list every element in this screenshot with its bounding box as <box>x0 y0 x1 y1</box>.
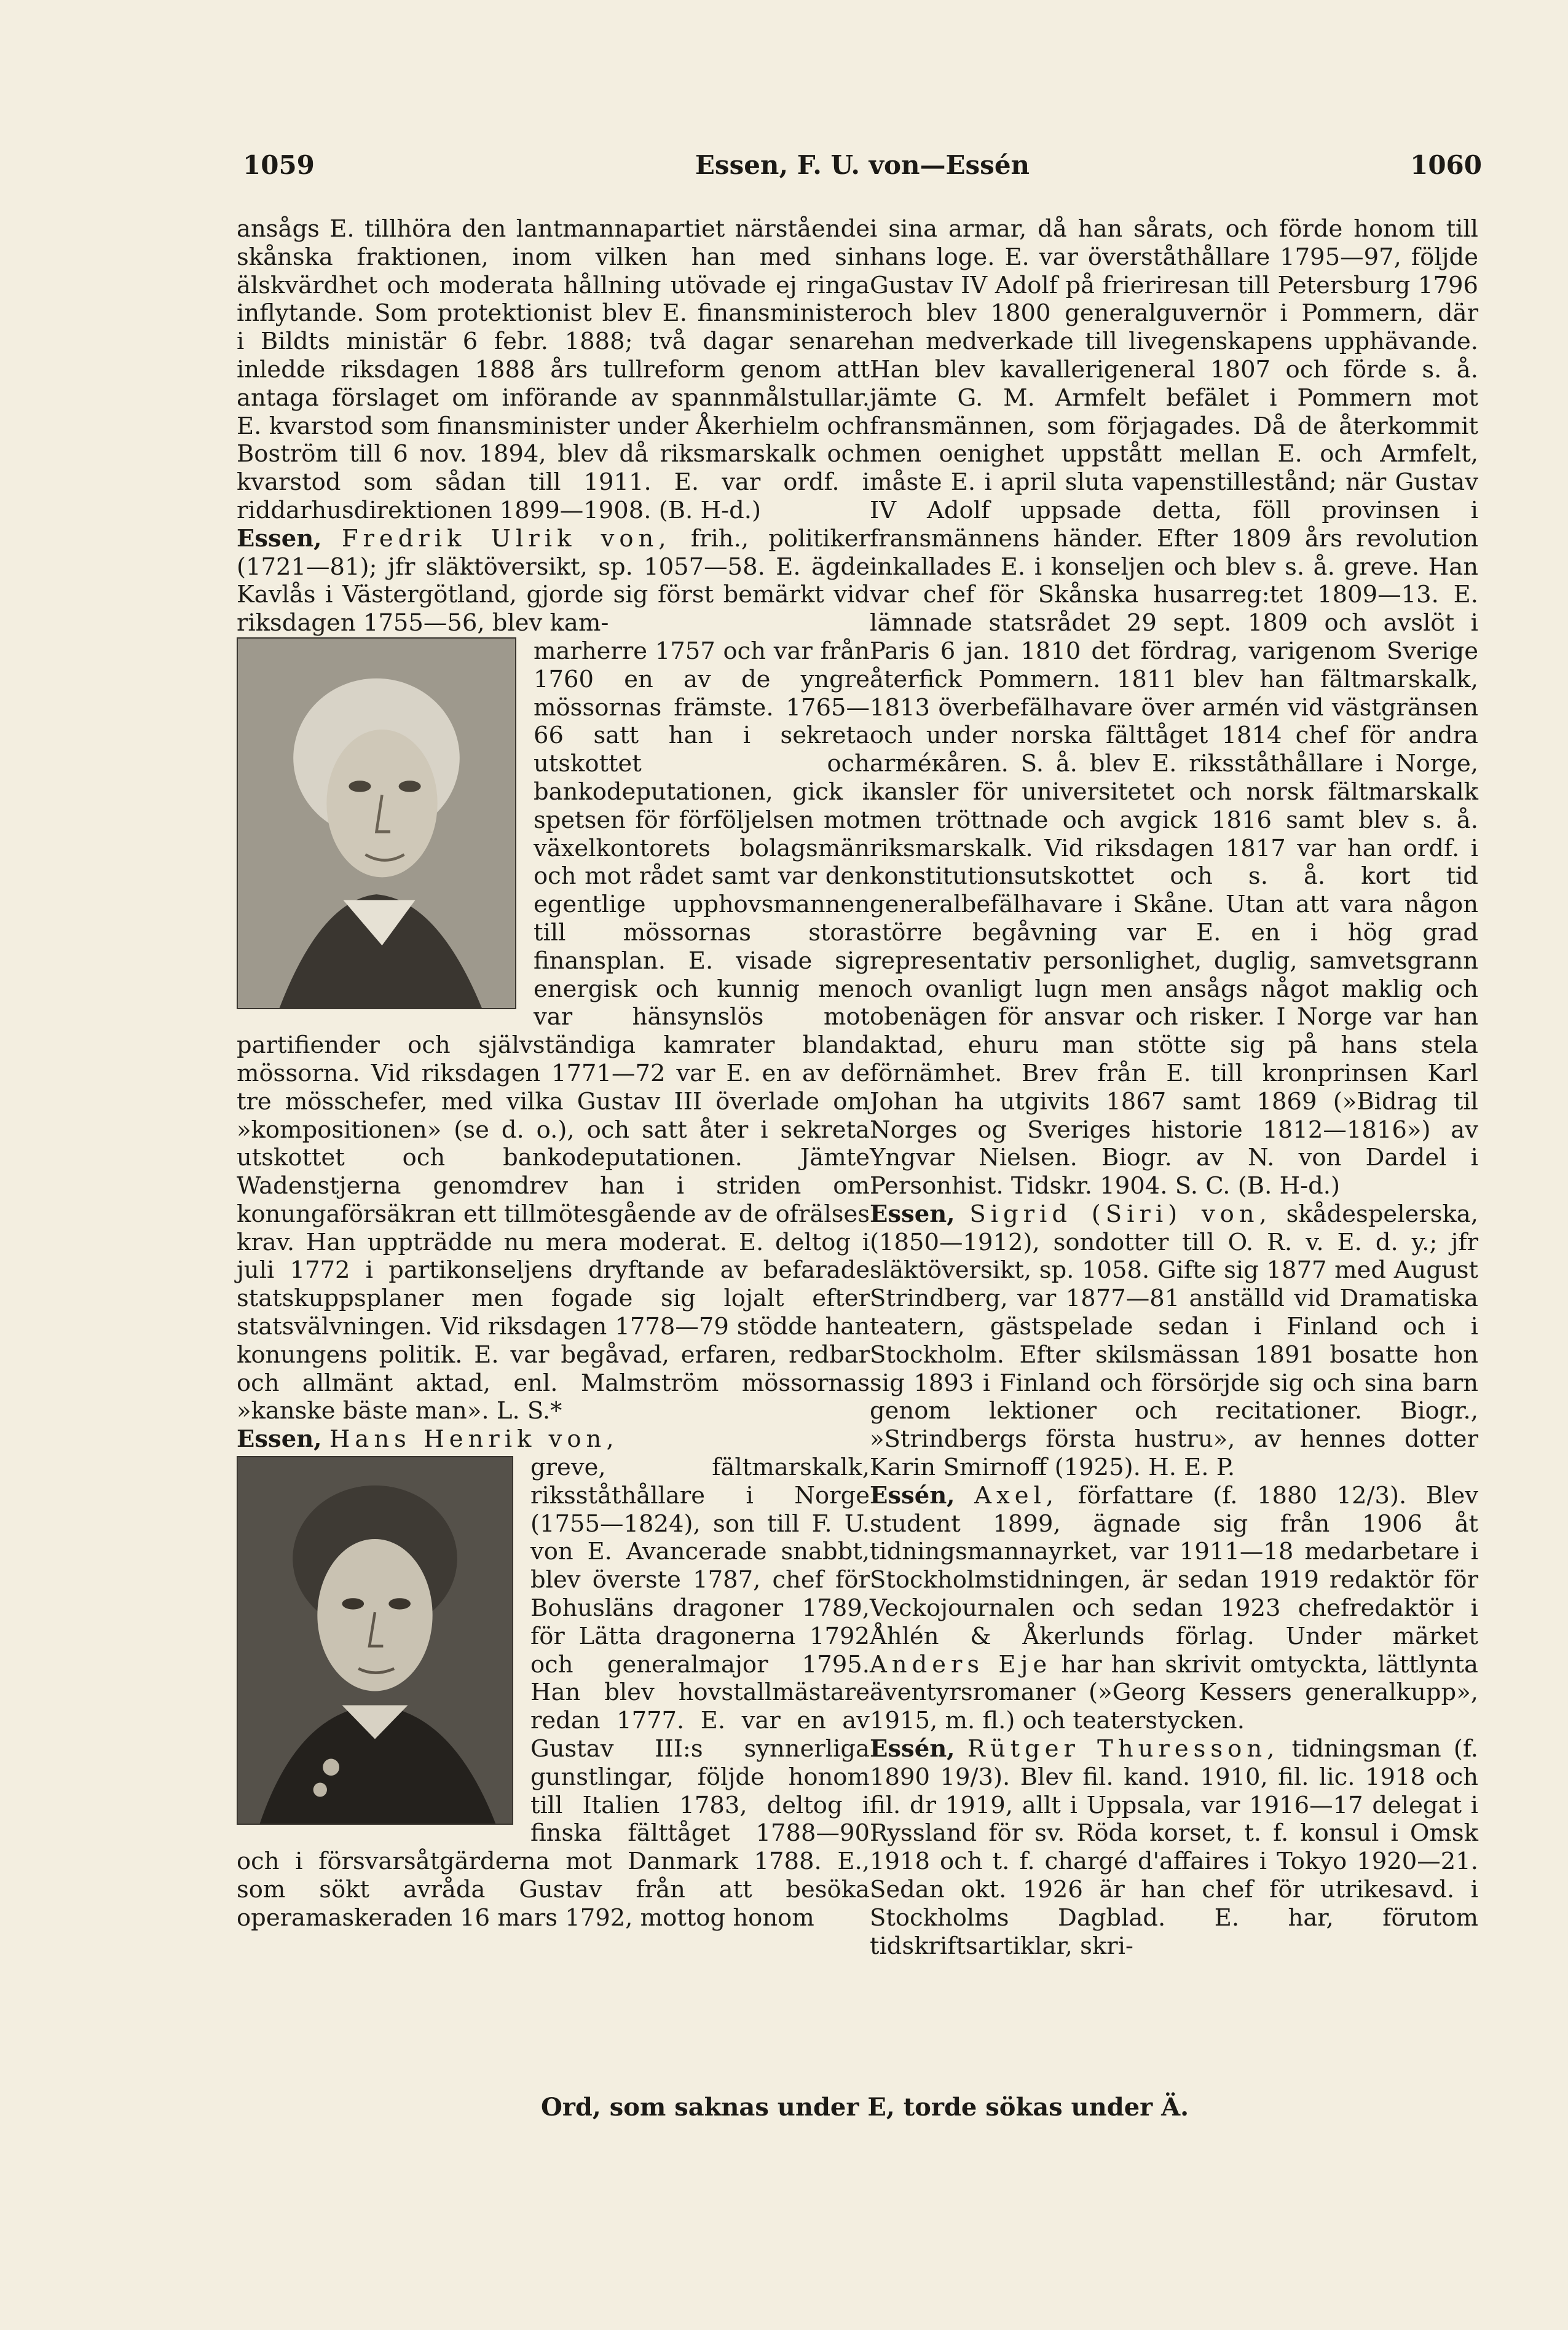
left-column <box>237 215 870 1932</box>
entry-given-name: Axel, <box>974 1481 1059 1509</box>
portrait-image <box>238 639 515 1008</box>
left-page-number: 1059 <box>243 150 315 180</box>
entry-continuation: ansågs E. tillhöra den lantmannapartiet närstående skånska fraktionen, inom vilken han med sin älskvärdhet och moderata hållning utövade ej ringa inflytande. Som protektionist blev E. finansminister i Bildts ministär 6 febr. 1888; två dagar senare inledde riksdagen 1888 års tullreform genom att antaga förslaget om införande av spannmålstullar. E. kvarstod som finansminister under Åkerhielm och Boström till 6 nov. 1894, blev då riksmarskalk och kvarstod som sådan till 1911. E. var ordf. i riddarhusdirektionen 1899—1908. (B. H-d.) <box>237 215 870 524</box>
entry-given-name: Fredrik Ulrik von, <box>341 524 671 553</box>
entry-fredrik-ulrik-cont: marherre 1757 och var från 1760 en av de yngre mössornas främste. 1765—66 satt han i sekreta utskottet och bankodeputationen, gick i spetsen för förföljelsen mot växelkontorets bolagsmän och mot rådet samt var den egentlige upphovsmannen till mössornas stora finansplan. E. visade sig energisk och kunnig men var hänsynslös mot partifiender och självständiga kamrater bland mössorna. Vid riksdagen 1771—72 var E. en av de tre mösschefer, med vilka Gustav III överlade om »kompositionen» (se d. o.), och satt åter i sekreta utskottet och bankodeputationen. Jämte Wadenstjerna genomdrev han i striden om konungaförsäkran ett tillmötesgående av de ofrälses krav. Han uppträdde nu mera moderat. E. deltog i juli 1772 i partikonseljens dryftande av befarade statskuppsplaner men fogade sig lojalt efter statsvälvningen. Vid riksdagen 1778—79 stödde han konungens politik. E. var begåvad, erfaren, redbar och allmänt aktad, enl. Malmström mössornas »kanske bäste man». L. S.* <box>237 637 870 1425</box>
entry-text: författare (f. 1880 12/3). Blev student 1899, ägnade sig från 1906 åt tidningsmannayrket, var 1911—18 medarbetare i Stockholmstidningen, är sedan 1919 redaktör för Veckojournalen och sedan 1923 chefredaktör i Åhlén & Åkerlunds förlag. Under märket <box>870 1481 1478 1650</box>
entry-surname: Essen, <box>870 1200 955 1228</box>
entry-sigrid <box>870 1200 1478 1482</box>
right-column <box>870 215 1478 1960</box>
footer-note: Ord, som saknas under E, torde sökas under Ä. <box>541 2093 1189 2122</box>
entry-text: tidningsman (f. 1890 19/3). Blev fil. kand. 1910, fil. lic. 1918 och fil. dr 1919, allt i Uppsala, var 1916—17 delegat i Ryssland för sv. Röda korset, t. f. konsul i Omsk 1918 och t. f. chargé d'affaires i Tokyo 1920—21. Sedan okt. 1926 är han chef för utrikesavd. i Stockholms Dagblad. E. har, förutom tidskriftsartiklar, skri- <box>870 1735 1478 1960</box>
entry-rutger <box>870 1735 1478 1960</box>
right-page-number: 1060 <box>1410 150 1482 180</box>
portrait-hans-henrik <box>237 1456 513 1825</box>
entry-axel <box>870 1482 1478 1735</box>
entry-given-name: Rütger Thuresson, <box>967 1735 1280 1763</box>
entry-pseudonym: Anders Eje <box>870 1650 1052 1679</box>
entry-hans-henrik <box>237 1425 870 1454</box>
entry-given-name: Sigrid (Siri) von, <box>969 1200 1272 1228</box>
header-title: Essen, F. U. von—Essén <box>695 150 1030 180</box>
entry-surname: Essén, <box>870 1735 955 1763</box>
entry-text: frih., politiker (1721—81); jfr släktöversikt, sp. 1057—58. E. ägde Kavlås i Västergötland, gjorde sig först bemärkt vid riksdagen 1755—56, blev kam- <box>237 524 870 637</box>
entry-text: har han skrivit omtyckta, lättlynta äventyrsromaner (»Georg Kessers generalkupp», 1915, m. fl.) och teaterstycken. <box>870 1650 1478 1735</box>
entry-text: skådespelerska, (1850—1912), sondotter till O. R. v. E. d. y.; jfr släktöversikt, sp. 1058. Gifte sig 1877 med August Strindberg, var 1877—81 anställd vid Dramatiska teatern, gästspelade sedan i Finland och i Stockholm. Efter skilsmässan 1891 bosatte hon sig 1893 i Finland och försörjde sig och sina barn genom lektioner och recitationer. Biogr., »Strindbergs första hustru», av hennes dotter Karin Smirnoff (1925). H. E. P. <box>870 1200 1478 1482</box>
entry-surname: Essen, <box>237 524 322 553</box>
portrait-fredrik-ulrik <box>237 637 516 1009</box>
entry-hans-henrik-text: greve, fältmarskalk, riksståthållare i Norge (1755—1824), son till F. U. von E. Avancerade snabbt, blev överste 1787, chef för Bohusläns dragoner 1789, för Lätta dragonerna 1792 och generalmajor 1795. Han blev hovstallmästare redan 1777. E. var en av Gustav III:s synnerliga gunstlingar, följde honom till Italien 1783, deltog i finska fälttåget 1788—90 och i försvarsåtgärderna mot Danmark 1788. E., som sökt avråda Gustav från att besöka operamaskeraden 16 mars 1792, mottog honom <box>237 1454 870 1932</box>
portrait-image <box>238 1457 512 1824</box>
entry-given-name: Hans Henrik von, <box>329 1425 619 1454</box>
entry-hans-henrik-cont: i sina armar, då han sårats, och förde honom till hans loge. E. var överståthållare 1795—97, följde Gustav IV Adolf på frieriresan till Petersburg 1796 och blev 1800 generalguvernör i Pommern, där han medverkade till livegenskapens upphävande. Han blev kavallerigeneral 1807 och förde s. å. jämte G. M. Armfelt befälet i Pommern mot fransmännen, som förjagades. Då de återkommit men oenighet uppstått mellan E. och Armfelt, måste E. i april sluta vapenstillestånd; när Gustav IV Adolf uppsade detta, föll provinsen i fransmännens händer. Efter 1809 års revolution inkallades E. i konseljen och blev s. å. greve. Han var chef för Skånska husarreg:tet 1809—13. E. lämnade statsrådet 29 sept. 1809 och avslöt i Paris 6 jan. 1810 det fördrag, varigenom Sverige återfick Pommern. 1811 blev han fältmarskalk, 1813 överbefälhavare över armén vid västgränsen och under norska fälttåget 1814 chef för andra arméкåren. S. å. blev E. riksståthållare i Norge, kansler för universitetet och norsk fältmarskalk men tröttnade och avgick 1816 samt blev s. å. riksmarskalk. Vid riksdagen 1817 var han ordf. i konstitutionsutskottet och s. å. kort tid generalbefälhavare i Skåne. Utan att vara någon större begåvning var E. en i hög grad representativ personlighet, duglig, samvetsgrann och ovanligt lugn men ansågs något maklig och obenägen för ansvar och risker. I Norge var han aktad, ehuru man stötte sig på hans stela förnämhet. Brev från E. till kronprinsen Karl Johan ha utgivits 1867 samt 1869 (»Bidrag til Norges og Sveriges historie 1812—1816») av Yngvar Nielsen. Biogr. av N. von Dardel i Personhist. Tidskr. 1904. S. C. (B. H-d.) <box>870 215 1478 1200</box>
entry-surname: Essén, <box>870 1481 955 1509</box>
entry-surname: Essen, <box>237 1425 322 1454</box>
entry-fredrik-ulrik <box>237 525 870 637</box>
running-header <box>243 150 1482 187</box>
